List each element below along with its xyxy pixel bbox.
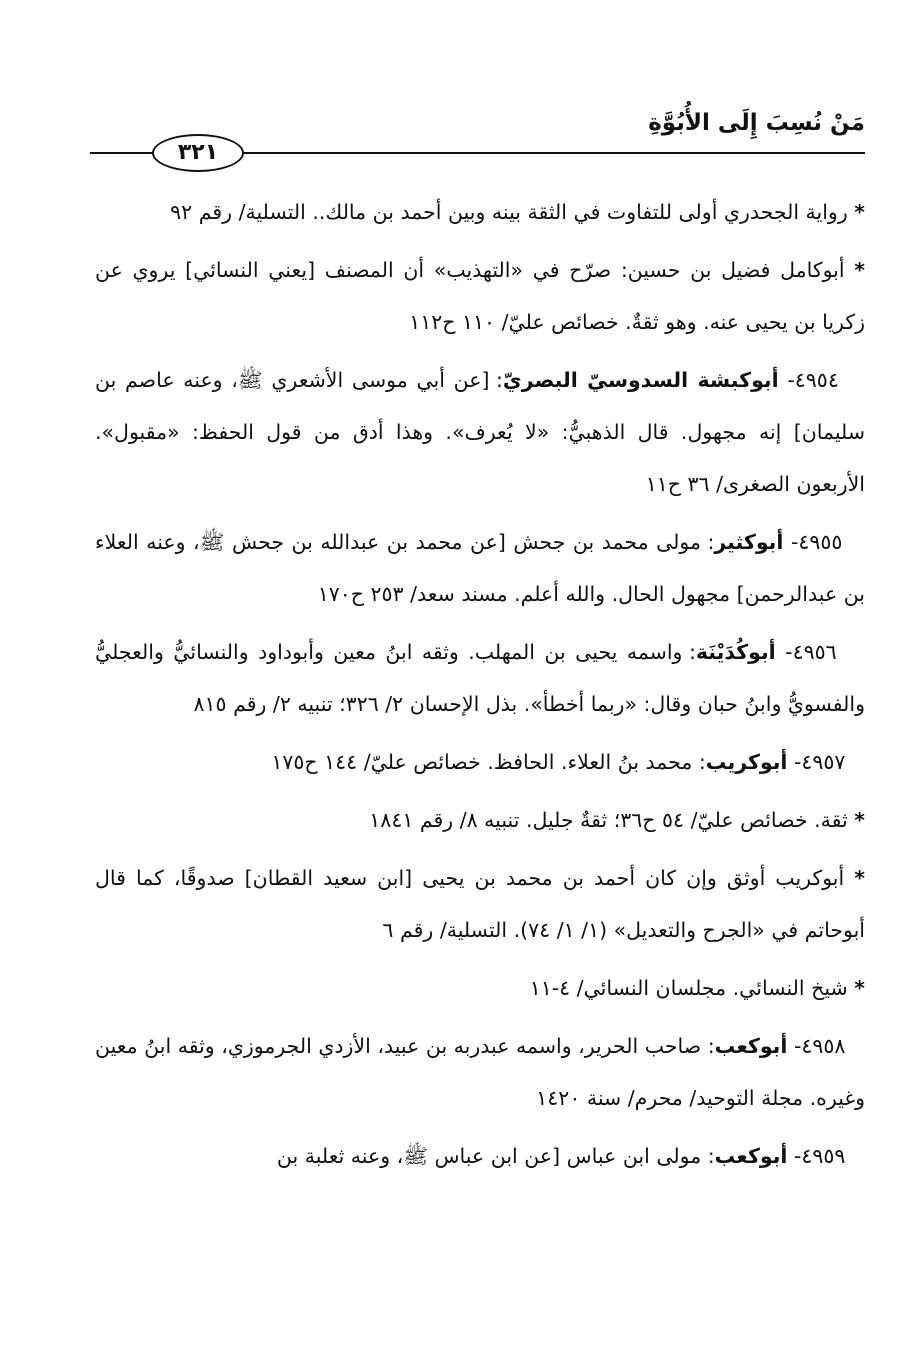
entry-name: أبوكبشة السدوسيّ البصريّ bbox=[502, 368, 779, 392]
paragraph bbox=[95, 962, 865, 1014]
entry-number: ٤٩٥٨- bbox=[793, 1034, 846, 1058]
entry-number: ٤٩٥٥- bbox=[790, 530, 843, 554]
entry bbox=[95, 626, 865, 730]
entry-number: ٤٩٥٤- bbox=[787, 368, 839, 392]
entry-number: ٤٩٥٦- bbox=[785, 640, 837, 664]
entry-name: أبوكعب bbox=[714, 1144, 788, 1168]
entry-text: : محمد بنُ العلاء. الحافظ. خصائص عليّ/ ١٤٤ ح١٧٥ bbox=[271, 750, 706, 774]
paragraph-text: رواية الجحدري أولى للتفاوت في الثقة بينه وبين أحمد بن مالك.. التسلية/ رقم ٩٢ bbox=[170, 200, 848, 224]
entry-text: : مولى ابن عباس [عن ابن عباس ﷺ، وعنه ثعلبة بن bbox=[276, 1144, 715, 1168]
paragraph bbox=[95, 186, 865, 238]
bullet-mark: * bbox=[854, 258, 865, 282]
running-title: مَنْ نُسِبَ إِلَى الأُبُوَّةِ bbox=[648, 110, 865, 136]
bullet-mark: * bbox=[854, 976, 865, 1000]
entry bbox=[95, 1020, 865, 1124]
page-number: ٣٢١ bbox=[152, 134, 244, 172]
paragraph-text: شيخ النسائي. مجلسان النسائي/ ٤-١١ bbox=[529, 976, 848, 1000]
paragraph bbox=[95, 794, 865, 846]
paragraph bbox=[95, 852, 865, 956]
page-header bbox=[90, 108, 865, 168]
paragraph-text: ثقة. خصائص عليّ/ ٥٤ ح٣٦؛ ثقةٌ جليل. تنبيه ٨/ رقم ١٨٤١ bbox=[369, 808, 848, 832]
bullet-mark: * bbox=[854, 866, 865, 890]
entry-name: أبوكُدَيْنَة bbox=[695, 640, 776, 664]
entry bbox=[95, 1130, 865, 1182]
entry bbox=[95, 516, 865, 620]
entry-text: : [عن أبي موسى الأشعري ﷺ، وعنه عاصم بن سليمان] إنه مجهول. قال الذهبيُّ: «لا يُعرف». وهذا أدق من قول الحفظ: «مقبول». الأربعون الصغرى/ ٣٦ ح١١ bbox=[95, 368, 865, 496]
entry bbox=[95, 736, 865, 788]
entry-name: أبوكريب bbox=[705, 750, 788, 774]
paragraph bbox=[95, 244, 865, 348]
entry-name: أبوكثير bbox=[714, 530, 784, 554]
paragraph-text: أبوكريب أوثق وإن كان أحمد بن محمد بن يحيى [ابن سعيد القطان] صدوقًا، كما قال أبوحاتم في «الجرح والتعديل» (١/ ١/ ٧٤). التسلية/ رقم ٦ bbox=[95, 866, 865, 942]
bullet-mark: * bbox=[854, 808, 865, 832]
entry bbox=[95, 354, 865, 510]
bullet-mark: * bbox=[854, 200, 865, 224]
entry-number: ٤٩٥٧- bbox=[793, 750, 846, 774]
page-body bbox=[95, 186, 865, 1188]
entry-number: ٤٩٥٩- bbox=[793, 1144, 846, 1168]
entry-name: أبوكعب bbox=[714, 1034, 788, 1058]
entry-text: : واسمه يحيى بن المهلب. وثقه ابنُ معين وأبوداود والنسائيُّ والعجليُّ والفسويُّ وابنُ حبان وقال: «ربما أخطأ». بذل الإحسان ٢/ ٣٢٦؛ تنبيه ٢/ رقم ٨١٥ bbox=[95, 640, 865, 716]
paragraph-text: أبوكامل فضيل بن حسين: صرّح في «التهذيب» أن المصنف [يعني النسائي] يروي عن زكريا بن يحيى عنه. وهو ثقةٌ. خصائص عليّ/ ١١٠ ح١١٢ bbox=[95, 258, 865, 334]
entry-text: : مولى محمد بن جحش [عن محمد بن عبدالله بن جحش ﷺ، وعنه العلاء بن عبدالرحمن] مجهول الحال. والله أعلم. مسند سعد/ ٢٥٣ ح١٧٠ bbox=[95, 530, 865, 606]
entry-text: : صاحب الحرير، واسمه عبدربه بن عبيد، الأزدي الجرموزي، وثقه ابنُ معين وغيره. مجلة التوحيد/ محرم/ سنة ١٤٢٠ bbox=[95, 1034, 865, 1110]
